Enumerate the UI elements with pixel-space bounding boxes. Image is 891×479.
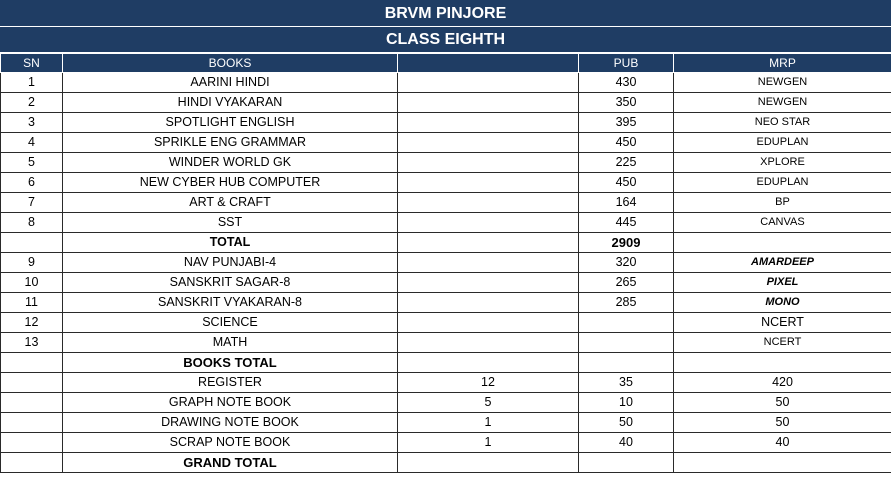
empty-cell	[398, 133, 579, 153]
total-row	[1, 233, 891, 253]
table-row	[1, 293, 891, 313]
book-cell: SANSKRIT VYAKARAN-8	[63, 293, 398, 313]
empty-cell	[1, 393, 63, 413]
table-row	[1, 93, 891, 113]
grand-total-row	[1, 453, 891, 473]
qty-cell: 1	[398, 413, 579, 433]
books-total-label: BOOKS TOTAL	[63, 353, 398, 373]
mrp-cell: BP	[674, 193, 891, 213]
notebook-row	[1, 433, 891, 453]
table-row	[1, 313, 891, 333]
empty-cell	[398, 173, 579, 193]
table-row	[1, 133, 891, 153]
sn-cell: 4	[1, 133, 63, 153]
mrp-cell: NEO STAR	[674, 113, 891, 133]
header-mrp: MRP	[674, 54, 891, 73]
empty-cell	[674, 453, 891, 473]
table-row	[1, 153, 891, 173]
empty-cell	[1, 353, 63, 373]
notebook-name: REGISTER	[63, 373, 398, 393]
pub-cell: 285	[579, 293, 674, 313]
mrp-cell: MONO	[674, 293, 891, 313]
mrp-cell: NEWGEN	[674, 73, 891, 93]
amount-cell: 50	[674, 413, 891, 433]
pub-cell: 445	[579, 213, 674, 233]
mrp-cell: EDUPLAN	[674, 173, 891, 193]
table-row	[1, 113, 891, 133]
class-title: CLASS EIGHTH	[0, 27, 891, 53]
sn-cell: 10	[1, 273, 63, 293]
mrp-cell: AMARDEEP	[674, 253, 891, 273]
sn-cell: 2	[1, 93, 63, 113]
price-cell: 35	[579, 373, 674, 393]
empty-cell	[579, 453, 674, 473]
qty-cell: 5	[398, 393, 579, 413]
table-row	[1, 333, 891, 353]
price-cell: 50	[579, 413, 674, 433]
header-row	[1, 54, 891, 73]
book-cell: SANSKRIT SAGAR-8	[63, 273, 398, 293]
price-cell: 40	[579, 433, 674, 453]
sn-cell: 7	[1, 193, 63, 213]
pub-cell: 225	[579, 153, 674, 173]
empty-cell	[398, 313, 579, 333]
empty-cell	[1, 453, 63, 473]
amount-cell: 40	[674, 433, 891, 453]
book-cell: MATH	[63, 333, 398, 353]
notebook-name: SCRAP NOTE BOOK	[63, 433, 398, 453]
empty-cell	[1, 373, 63, 393]
qty-cell: 1	[398, 433, 579, 453]
sn-cell: 5	[1, 153, 63, 173]
table-row	[1, 173, 891, 193]
empty-cell	[398, 113, 579, 133]
empty-cell	[579, 353, 674, 373]
empty-cell	[398, 193, 579, 213]
mrp-cell: NCERT	[674, 313, 891, 333]
empty-cell	[398, 353, 579, 373]
qty-cell: 12	[398, 373, 579, 393]
empty-cell	[398, 273, 579, 293]
book-cell: SCIENCE	[63, 313, 398, 333]
sn-cell: 8	[1, 213, 63, 233]
price-cell: 10	[579, 393, 674, 413]
book-cell: NEW CYBER HUB COMPUTER	[63, 173, 398, 193]
mrp-cell: EDUPLAN	[674, 133, 891, 153]
school-title: BRVM PINJORE	[0, 0, 891, 27]
empty-cell	[398, 333, 579, 353]
empty-cell	[398, 213, 579, 233]
empty-cell	[398, 93, 579, 113]
notebook-name: DRAWING NOTE BOOK	[63, 413, 398, 433]
book-cell: SST	[63, 213, 398, 233]
book-cell: SPRIKLE ENG GRAMMAR	[63, 133, 398, 153]
table-row	[1, 73, 891, 93]
empty-cell	[398, 153, 579, 173]
pub-cell: 395	[579, 113, 674, 133]
empty-cell	[398, 73, 579, 93]
total-label: TOTAL	[63, 233, 398, 253]
books-total-row	[1, 353, 891, 373]
book-cell: ART & CRAFT	[63, 193, 398, 213]
sn-cell: 11	[1, 293, 63, 313]
pub-cell	[579, 333, 674, 353]
book-cell: HINDI VYAKARAN	[63, 93, 398, 113]
book-cell: WINDER WORLD GK	[63, 153, 398, 173]
empty-cell	[674, 353, 891, 373]
book-cell: AARINI HINDI	[63, 73, 398, 93]
empty-cell	[1, 233, 63, 253]
table-row	[1, 273, 891, 293]
pub-cell: 164	[579, 193, 674, 213]
pub-cell: 450	[579, 173, 674, 193]
empty-cell	[398, 233, 579, 253]
pub-cell: 320	[579, 253, 674, 273]
header-books: BOOKS	[63, 54, 398, 73]
sn-cell: 1	[1, 73, 63, 93]
pub-cell: 265	[579, 273, 674, 293]
notebook-name: GRAPH NOTE BOOK	[63, 393, 398, 413]
table-row	[1, 253, 891, 273]
header-pub: PUB	[579, 54, 674, 73]
header-sn: SN	[1, 54, 63, 73]
book-cell: SPOTLIGHT ENGLISH	[63, 113, 398, 133]
empty-cell	[1, 413, 63, 433]
empty-cell	[674, 233, 891, 253]
notebook-row	[1, 413, 891, 433]
book-table	[0, 53, 891, 473]
book-cell: NAV PUNJABI-4	[63, 253, 398, 273]
sn-cell: 3	[1, 113, 63, 133]
mrp-cell: PIXEL	[674, 273, 891, 293]
mrp-cell: NEWGEN	[674, 93, 891, 113]
empty-cell	[398, 453, 579, 473]
mrp-cell: NCERT	[674, 333, 891, 353]
notebook-row	[1, 373, 891, 393]
total-value: 2909	[579, 233, 674, 253]
grand-total-label: GRAND TOTAL	[63, 453, 398, 473]
amount-cell: 50	[674, 393, 891, 413]
sn-cell: 12	[1, 313, 63, 333]
empty-cell	[1, 433, 63, 453]
header-blank	[398, 54, 579, 73]
sn-cell: 9	[1, 253, 63, 273]
empty-cell	[398, 293, 579, 313]
pub-cell	[579, 313, 674, 333]
pub-cell: 350	[579, 93, 674, 113]
mrp-cell: XPLORE	[674, 153, 891, 173]
sn-cell: 13	[1, 333, 63, 353]
table-row	[1, 193, 891, 213]
table-row	[1, 213, 891, 233]
pub-cell: 450	[579, 133, 674, 153]
mrp-cell: CANVAS	[674, 213, 891, 233]
empty-cell	[398, 253, 579, 273]
sn-cell: 6	[1, 173, 63, 193]
amount-cell: 420	[674, 373, 891, 393]
pub-cell: 430	[579, 73, 674, 93]
notebook-row	[1, 393, 891, 413]
